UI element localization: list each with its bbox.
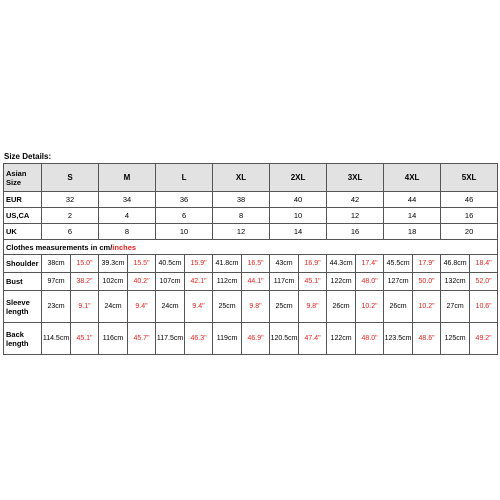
cm-value-cell: 44.3cm	[327, 255, 356, 273]
cm-value-cell: 127cm	[384, 273, 413, 291]
cm-value-cell: 125cm	[441, 323, 470, 355]
cm-value-cell: 40.5cm	[156, 255, 185, 273]
measurements-heading-prefix: Clothes measurements in cm/	[6, 242, 113, 252]
size-value-cell: 8	[213, 208, 270, 224]
inch-value-cell: 17.9"	[413, 255, 441, 273]
inch-value-cell: 17.4"	[356, 255, 384, 273]
measurements-heading-row	[4, 240, 498, 255]
size-value-cell: 38	[213, 192, 270, 208]
inch-value-cell: 16.5"	[242, 255, 270, 273]
inch-value-cell: 10.2"	[413, 291, 441, 323]
inch-value-cell: 52.0"	[470, 273, 498, 291]
inch-value-cell: 49.2"	[470, 323, 498, 355]
cm-value-cell: 117cm	[270, 273, 299, 291]
cm-value-cell: 24cm	[99, 291, 128, 323]
inch-value-cell: 45.1"	[299, 273, 327, 291]
cm-value-cell: 120.5cm	[270, 323, 299, 355]
cm-value-cell: 24cm	[156, 291, 185, 323]
cm-value-cell: 123.5cm	[384, 323, 413, 355]
inch-value-cell: 46.3"	[185, 323, 213, 355]
cm-value-cell: 45.5cm	[384, 255, 413, 273]
size-label: XL	[213, 164, 270, 192]
row-label: UK	[4, 224, 42, 240]
cm-value-cell: 46.8cm	[441, 255, 470, 273]
inch-value-cell: 10.6"	[470, 291, 498, 323]
size-value-cell: 10	[156, 224, 213, 240]
cm-value-cell: 38cm	[42, 255, 71, 273]
cm-value-cell: 107cm	[156, 273, 185, 291]
size-header-label: Asian Size	[4, 164, 42, 192]
size-value-cell: 12	[327, 208, 384, 224]
inch-value-cell: 45.1"	[71, 323, 99, 355]
size-value-cell: 8	[99, 224, 156, 240]
inch-value-cell: 40.2"	[128, 273, 156, 291]
inch-value-cell: 38.2"	[71, 273, 99, 291]
cm-value-cell: 41.8cm	[213, 255, 242, 273]
inch-value-cell: 44.1"	[242, 273, 270, 291]
measurement-label: Bust	[4, 273, 42, 291]
inch-value-cell: 15.9"	[185, 255, 213, 273]
inch-value-cell: 9.1"	[71, 291, 99, 323]
size-value-cell: 6	[42, 224, 99, 240]
size-label: 5XL	[441, 164, 498, 192]
inch-value-cell: 45.7"	[128, 323, 156, 355]
cm-value-cell: 25cm	[213, 291, 242, 323]
inch-value-cell: 47.4"	[299, 323, 327, 355]
inch-value-cell: 15.0"	[71, 255, 99, 273]
measurement-label: Back length	[4, 323, 42, 355]
measurement-row	[4, 323, 498, 355]
measurement-row	[4, 255, 498, 273]
size-value-cell: 14	[384, 208, 441, 224]
inch-value-cell: 50.0"	[413, 273, 441, 291]
size-value-cell: 6	[156, 208, 213, 224]
size-value-cell: 10	[270, 208, 327, 224]
inch-value-cell: 46.9"	[242, 323, 270, 355]
cm-value-cell: 116cm	[99, 323, 128, 355]
size-value-cell: 42	[327, 192, 384, 208]
standard-size-row	[4, 192, 498, 208]
cm-value-cell: 122cm	[327, 273, 356, 291]
inch-value-cell: 9.4"	[185, 291, 213, 323]
cm-value-cell: 102cm	[99, 273, 128, 291]
size-value-cell: 34	[99, 192, 156, 208]
inch-value-cell: 48.6"	[413, 323, 441, 355]
cm-value-cell: 27cm	[441, 291, 470, 323]
measurement-row	[4, 291, 498, 323]
inch-value-cell: 48.0"	[356, 273, 384, 291]
size-value-cell: 40	[270, 192, 327, 208]
measurement-row	[4, 273, 498, 291]
measurements-heading	[4, 240, 498, 255]
size-value-cell: 16	[327, 224, 384, 240]
standard-size-row	[4, 224, 498, 240]
size-value-cell: 46	[441, 192, 498, 208]
size-chart-table	[3, 163, 498, 355]
inch-value-cell: 9.4"	[128, 291, 156, 323]
inch-value-cell: 15.5"	[128, 255, 156, 273]
size-value-cell: 32	[42, 192, 99, 208]
inch-value-cell: 18.4"	[470, 255, 498, 273]
measurement-label: Shoulder	[4, 255, 42, 273]
inch-value-cell: 48.0"	[356, 323, 384, 355]
page-title: Size Details:	[4, 152, 52, 161]
size-label: 2XL	[270, 164, 327, 192]
size-value-cell: 4	[99, 208, 156, 224]
size-label: 4XL	[384, 164, 441, 192]
measurement-label: Sleeve length	[4, 291, 42, 323]
size-value-cell: 18	[384, 224, 441, 240]
cm-value-cell: 119cm	[213, 323, 242, 355]
inch-value-cell: 10.2"	[356, 291, 384, 323]
cm-value-cell: 112cm	[213, 273, 242, 291]
cm-value-cell: 117.5cm	[156, 323, 185, 355]
inch-value-cell: 42.1"	[185, 273, 213, 291]
inch-value-cell: 9.8"	[242, 291, 270, 323]
size-header-row	[4, 164, 498, 192]
inch-value-cell: 9.8"	[299, 291, 327, 323]
cm-value-cell: 97cm	[42, 273, 71, 291]
size-label: S	[42, 164, 99, 192]
cm-value-cell: 114.5cm	[42, 323, 71, 355]
cm-value-cell: 25cm	[270, 291, 299, 323]
size-value-cell: 2	[42, 208, 99, 224]
size-value-cell: 20	[441, 224, 498, 240]
cm-value-cell: 122cm	[327, 323, 356, 355]
size-value-cell: 12	[213, 224, 270, 240]
inch-value-cell: 16.9"	[299, 255, 327, 273]
size-value-cell: 44	[384, 192, 441, 208]
cm-value-cell: 132cm	[441, 273, 470, 291]
size-value-cell: 14	[270, 224, 327, 240]
cm-value-cell: 39.3cm	[99, 255, 128, 273]
row-label: EUR	[4, 192, 42, 208]
cm-value-cell: 23cm	[42, 291, 71, 323]
cm-value-cell: 43cm	[270, 255, 299, 273]
size-label: 3XL	[327, 164, 384, 192]
measurements-heading-suffix: inches	[112, 242, 137, 252]
size-value-cell: 36	[156, 192, 213, 208]
size-value-cell: 16	[441, 208, 498, 224]
size-label: L	[156, 164, 213, 192]
size-label: M	[99, 164, 156, 192]
cm-value-cell: 26cm	[327, 291, 356, 323]
standard-size-row	[4, 208, 498, 224]
row-label: US,CA	[4, 208, 42, 224]
cm-value-cell: 26cm	[384, 291, 413, 323]
